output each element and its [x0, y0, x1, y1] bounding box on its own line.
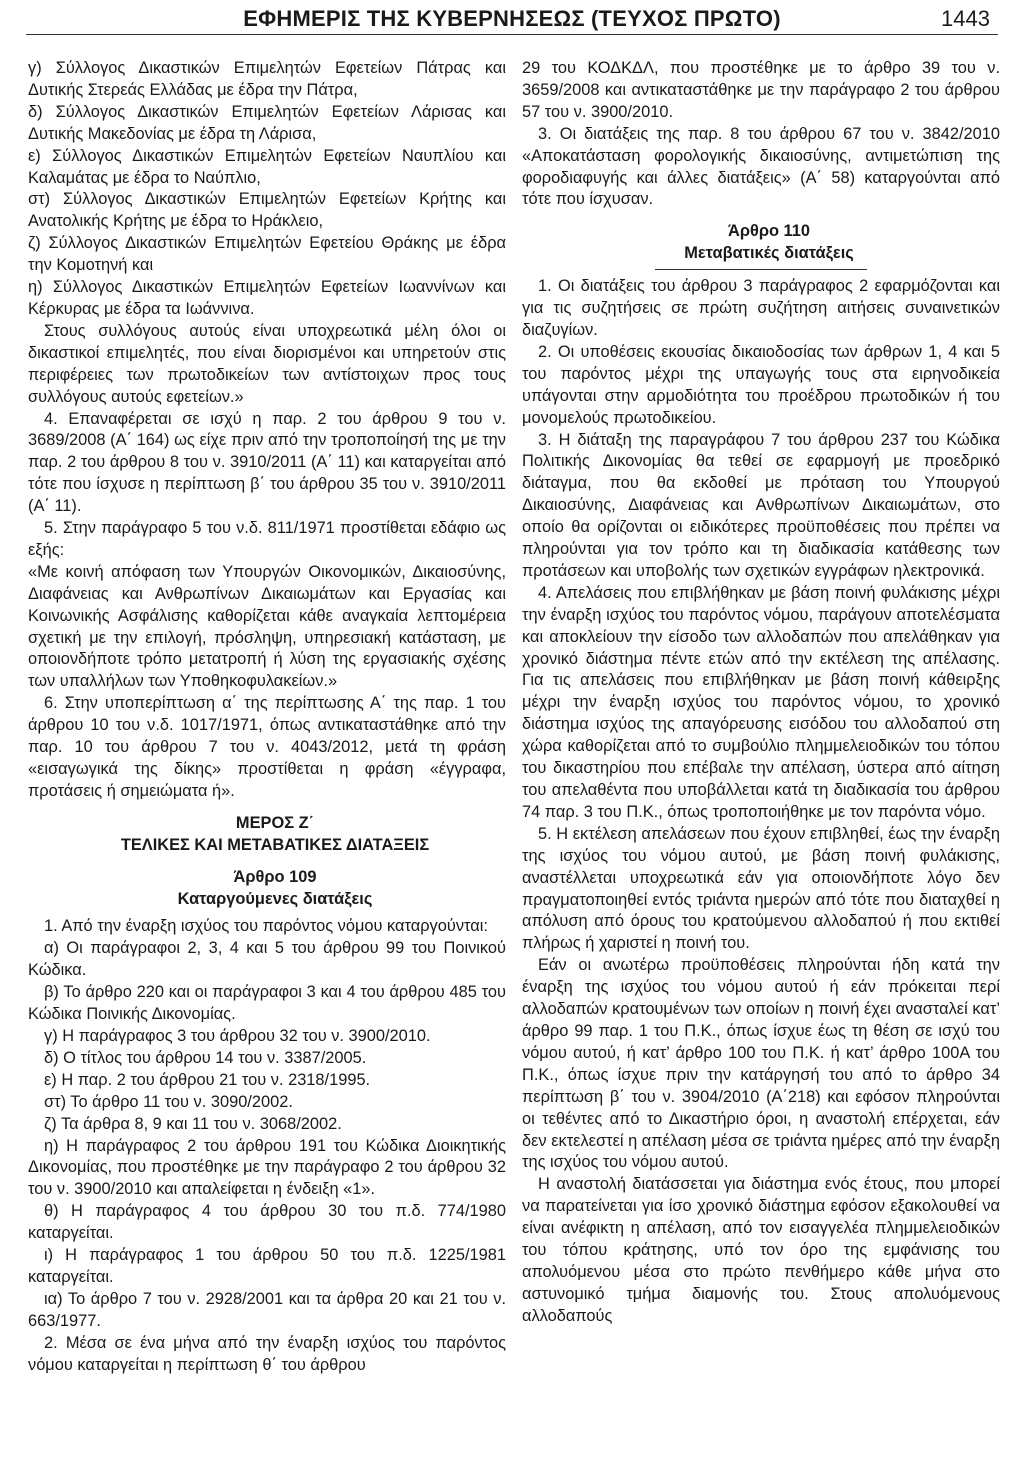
paragraph: 2. Μέσα σε ένα μήνα από την έναρξη ισχύος του παρόντος νόμου καταργείται η περίπτωση θ΄ του άρθρου — [28, 1333, 506, 1374]
paragraph: η) Σύλλογος Δικαστικών Επιμελητών Εφετείων Ιωαννίνων και Κέρκυρας με έδρα τα Ιωάννινα. — [28, 278, 506, 318]
paragraph: «Με κοινή απόφαση των Υπουργών Οικονομικών, Δικαιοσύνης, Διαφάνειας και Ανθρωπίνων Δικαιωμάτων και Εργασίας και Κοινωνικής Ασφάλισης καθορίζεται κάθε αναγκαία λεπτομέρεια σχετική με την επιλογή, πρόσληψη, υπηρεσιακή κατάσταση, με οποιονδήποτε τρόπο μετατροπή ή λύση της εργασιακής σχέσης των υπαλλήλων των Υποθηκοφυλακείων.» — [28, 562, 506, 691]
gazette-title: ΕΦΗΜΕΡΙΣ ΤΗΣ ΚΥΒΕΡΝΗΣΕΩΣ (ΤΕΥΧΟΣ ΠΡΩΤΟ) — [243, 6, 781, 31]
paragraph: γ) Σύλλογος Δικαστικών Επιμελητών Εφετείων Πάτρας και Δυτικής Στερεάς Ελλάδας με έδρα την Πάτρα, — [28, 59, 506, 99]
paragraph: Στους συλλόγους αυτούς είναι υποχρεωτικά μέλη όλοι οι δικαστικοί επιμελητές, που είναι διορισμένοι και υπηρετούν στις περιφέρειες των πρωτοδικείων των αντίστοιχων προς τους συλλόγους αυτούς εφετείων.» — [28, 321, 506, 406]
paragraph: α) Οι παράγραφοι 2, 3, 4 και 5 του άρθρου 99 του Ποινικού Κώδικα. — [28, 939, 506, 980]
paragraph: ε) Η παρ. 2 του άρθρου 21 του ν. 2318/1995. — [44, 1070, 371, 1089]
paragraph: η) Η παράγραφος 2 του άρθρου 191 του Κώδικα Διοικητικής Δικονομίας, που προστέθηκε με την παράγραφο 2 του άρθρου 32 του ν. 3900/2010 και απαλείφεται η ένδειξη «1». — [28, 1136, 506, 1199]
article-divider — [655, 269, 867, 270]
part-title: ΜΕΡΟΣ Ζ΄ — [235, 813, 315, 832]
paragraph: ι) Η παράγραφος 1 του άρθρου 50 του π.δ. 1225/1981 καταργείται. — [28, 1246, 506, 1286]
paragraph: Εάν οι ανωτέρω προϋποθέσεις πληρούνται ήδη κατά την έναρξη της ισχύος του νόμου αυτού ή εάν πρόκειται περί αλλοδαπών κρατουμένων των οποίων η ποινή έχει ανασταλεί κατ’ άρθρο 99 παρ. 1 του Π.Κ., όπως ίσχυε έως τη θέση σε ισχύ του νόμου αυτού, ή κατ’ άρθρο 100 του Π.Κ. ή κατ’ άρθρο 100Α του Π.Κ., όπως ίσχυε πριν την κατάργησή του από το άρθρο 34 περίπτωση β΄ του ν. 3904/2010 (Α΄218) και εφόσον πληρούνται οι τεθέντες από το Δικαστήριο όροι, η αναστολή επέρχεται, εάν δεν εκτελεστεί η απέλαση μέσα σε τριάντα ημέρες από την έναρξη της ισχύος του νόμου αυτού. — [522, 956, 1000, 1172]
paragraph: 6. Στην υποπερίπτωση α΄ της περίπτωσης Α΄ της παρ. 1 του άρθρου 10 του ν.δ. 1017/1971, όπως αντικαταστάθηκε από την παρ. 10 του άρθρου 7 του ν. 4043/2012, μετά τη φράση «εισαγωγικά της δίκης» προστίθεται η φράση «έγγραφα, προτάσεις ή σημειώματα ή». — [28, 694, 506, 800]
paragraph: 2. Οι υποθέσεις εκουσίας δικαιοδοσίας των άρθρων 1, 4 και 5 του παρόντος μέχρι της υπαγωγής τους στα ειρηνοδικεία υπάγονται στην αρμοδιότητα του προέδρου πρωτοδικών ή του μονομελούς πρωτοδικείου. — [522, 342, 1000, 427]
paragraph: γ) Η παράγραφος 3 του άρθρου 32 του ν. 3900/2010. — [44, 1026, 431, 1045]
paragraph: θ) Η παράγραφος 4 του άρθρου 30 του π.δ. 774/1980 καταργείται. — [28, 1202, 506, 1243]
header-divider — [26, 34, 998, 35]
paragraph: 1. Από την έναρξη ισχύος του παρόντος νόμου καταργούνται: — [44, 917, 488, 936]
paragraph: 3. Η διάταξη της παραγράφου 7 του άρθρου 237 του Κώδικα Πολιτικής Δικονομίας θα τεθεί σε εφαρμογή με προεδρικό διάταγμα, που θα εκδοθεί με πρόταση του Υπουργού Δικαιοσύνης, Διαφάνειας και Ανθρωπίνων Δικαιωμάτων, στο οποίο θα ορίζονται οι ειδικότερες προϋποθέσεις που πρέπει να πληρούνται για τον τρόπο και τη διαδικασία κατάθεσης των προτάσεων και υποβολής των σχετικών εγγράφων ηλεκτρονικά. — [522, 430, 1000, 580]
article-subtitle: Μεταβατικές διατάξεις — [684, 244, 854, 263]
paragraph: 29 του ΚΟΔΚΔΛ, που προστέθηκε με το άρθρο 39 του ν. 3659/2008 και αντικαταστάθηκε με την παράγραφο 2 του άρθρου 57 του ν. 3900/2010. — [522, 59, 1000, 121]
paragraph: ζ) Τα άρθρα 8, 9 και 11 του ν. 3068/2002. — [44, 1114, 342, 1133]
paragraph: 3. Οι διατάξεις της παρ. 8 του άρθρου 67 του ν. 3842/2010 «Αποκατάσταση φορολογικής δικαιοσύνης, αντιμετώπιση της φοροδιαφυγής και άλλες διατάξεις» (Α΄ 58) καταργούνται από τότε που ίσχυσαν. — [522, 124, 1000, 209]
paragraph: στ) Σύλλογος Δικαστικών Επιμελητών Εφετείων Κρήτης και Ανατολικής Κρήτης με έδρα το Ηράκλειο, — [28, 190, 506, 231]
paragraph: 4. Απελάσεις που επιβλήθηκαν με βάση ποινή φυλάκισης μέχρι την έναρξη ισχύος του παρόντος νόμου, παράγουν αποτελέσματα και αποκλείουν την είσοδο των αλλοδαπών που απελάθηκαν για χρονικό διάστημα πέντε ετών από την εκτέλεση της απέλασης. Για τις απελάσεις που επιβλήθηκαν με βάση ποινή κάθειρξης μέχρι την έναρξη ισχύος του παρόντος νόμου, το χρονικό διάστημα ισχύος της απαγόρευσης εισόδου του αλλοδαπού στη χώρα καθορίζεται από το συμβούλιο πλημμελειοδικών του τόπου του δικαστηρίου που επέβαλε την απέλαση, ύστερα από αίτηση του απελαθέντα που υποβάλλεται κατά τη διαδικασία του άρθρου 74 παρ. 3 του Π.Κ., όπως τροποποιήθηκε με τον παρόντα νόμο. — [522, 583, 1000, 821]
paragraph: ζ) Σύλλογος Δικαστικών Επιμελητών Εφετείου Θράκης με έδρα την Κομοτηνή και — [28, 234, 506, 275]
paragraph: ε) Σύλλογος Δικαστικών Επιμελητών Εφετείων Ναυπλίου και Καλαμάτας με έδρα το Ναύπλιο, — [28, 146, 506, 187]
paragraph: δ) Σύλλογος Δικαστικών Επιμελητών Εφετείων Λάρισας και Δυτικής Μακεδονίας με έδρα τη Λάρισα, — [28, 102, 506, 143]
paragraph: στ) Το άρθρο 11 του ν. 3090/2002. — [44, 1092, 293, 1111]
page-number: 1443 — [941, 6, 990, 31]
page-header — [0, 0, 1024, 40]
paragraph: 4. Επαναφέρεται σε ισχύ η παρ. 2 του άρθρου 9 του ν. 3689/2008 (Α΄ 164) ως είχε πριν από την τροποποίησή της με την παρ. 2 του άρθρου 8 του ν. 3910/2011 (Α΄ 11) και καταργείται από τότε που ίσχυσε η περίπτωση β΄ του άρθρου 35 του ν. 3910/2011 (Α΄ 11). — [28, 409, 506, 516]
paragraph: ια) Το άρθρο 7 του ν. 2928/2001 και τα άρθρα 20 και 21 του ν. 663/1977. — [28, 1289, 506, 1330]
paragraph: 1. Οι διατάξεις του άρθρου 3 παράγραφος 2 εφαρμόζονται και για τις συζητήσεις σε πρώτη συζήτηση αιτήσεις συναινετικών διαζυγίων. — [522, 277, 1000, 339]
paragraph: Η αναστολή διατάσσεται για διάστημα ενός έτους, που μπορεί να παρατείνεται για ίσο χρονικό διάστημα εφόσον εξακολουθεί να είναι ανέφικτη η απέλαση, από τον εισαγγελέα πλημμελειοδικών του τόπου κράτησης, υπό τον όρο της εμφάνισης του απολυόμενου μέσα στο πρώτο πενθήμερο κάθε μήνα στο αστυνομικό τμήμα διαμονής του. Στους απολυόμενους αλλοδαπούς — [522, 1175, 1000, 1325]
part-subtitle: ΤΕΛΙΚΕΣ ΚΑΙ ΜΕΤΑΒΑΤΙΚΕΣ ΔΙΑΤΑΞΕΙΣ — [120, 835, 430, 854]
paragraph: 5. Στην παράγραφο 5 του ν.δ. 811/1971 προστίθεται εδάφιο ως εξής: — [28, 519, 506, 559]
article-subtitle: Καταργούμενες διατάξεις — [177, 889, 373, 908]
right-column — [522, 58, 1000, 1328]
paragraph: δ) Ο τίτλος του άρθρου 14 του ν. 3387/2005. — [44, 1048, 367, 1067]
paragraph: β) Το άρθρο 220 και οι παράγραφοι 3 και 4 του άρθρου 485 του Κώδικα Ποινικής Δικονομίας. — [28, 983, 506, 1024]
left-column — [28, 58, 506, 1376]
paragraph: 5. Η εκτέλεση απελάσεων που έχουν επιβληθεί, έως την έναρξη της ισχύος του νόμου αυτού, με βάση ποινή φυλάκισης, αναστέλλεται υποχρεωτικά εάν για οποιονδήποτε λόγο δεν πραγματοποιηθεί εντός τριάντα ημερών από τότε που διαταχθεί η απόλυση από όρους του κρατούμενου αλλοδαπού ή που εκτιθεί πλήρως ή χαριστεί η ποινή του. — [522, 824, 1000, 953]
article-title: Άρθρο 109 — [233, 867, 317, 886]
article-title: Άρθρο 110 — [728, 222, 810, 241]
